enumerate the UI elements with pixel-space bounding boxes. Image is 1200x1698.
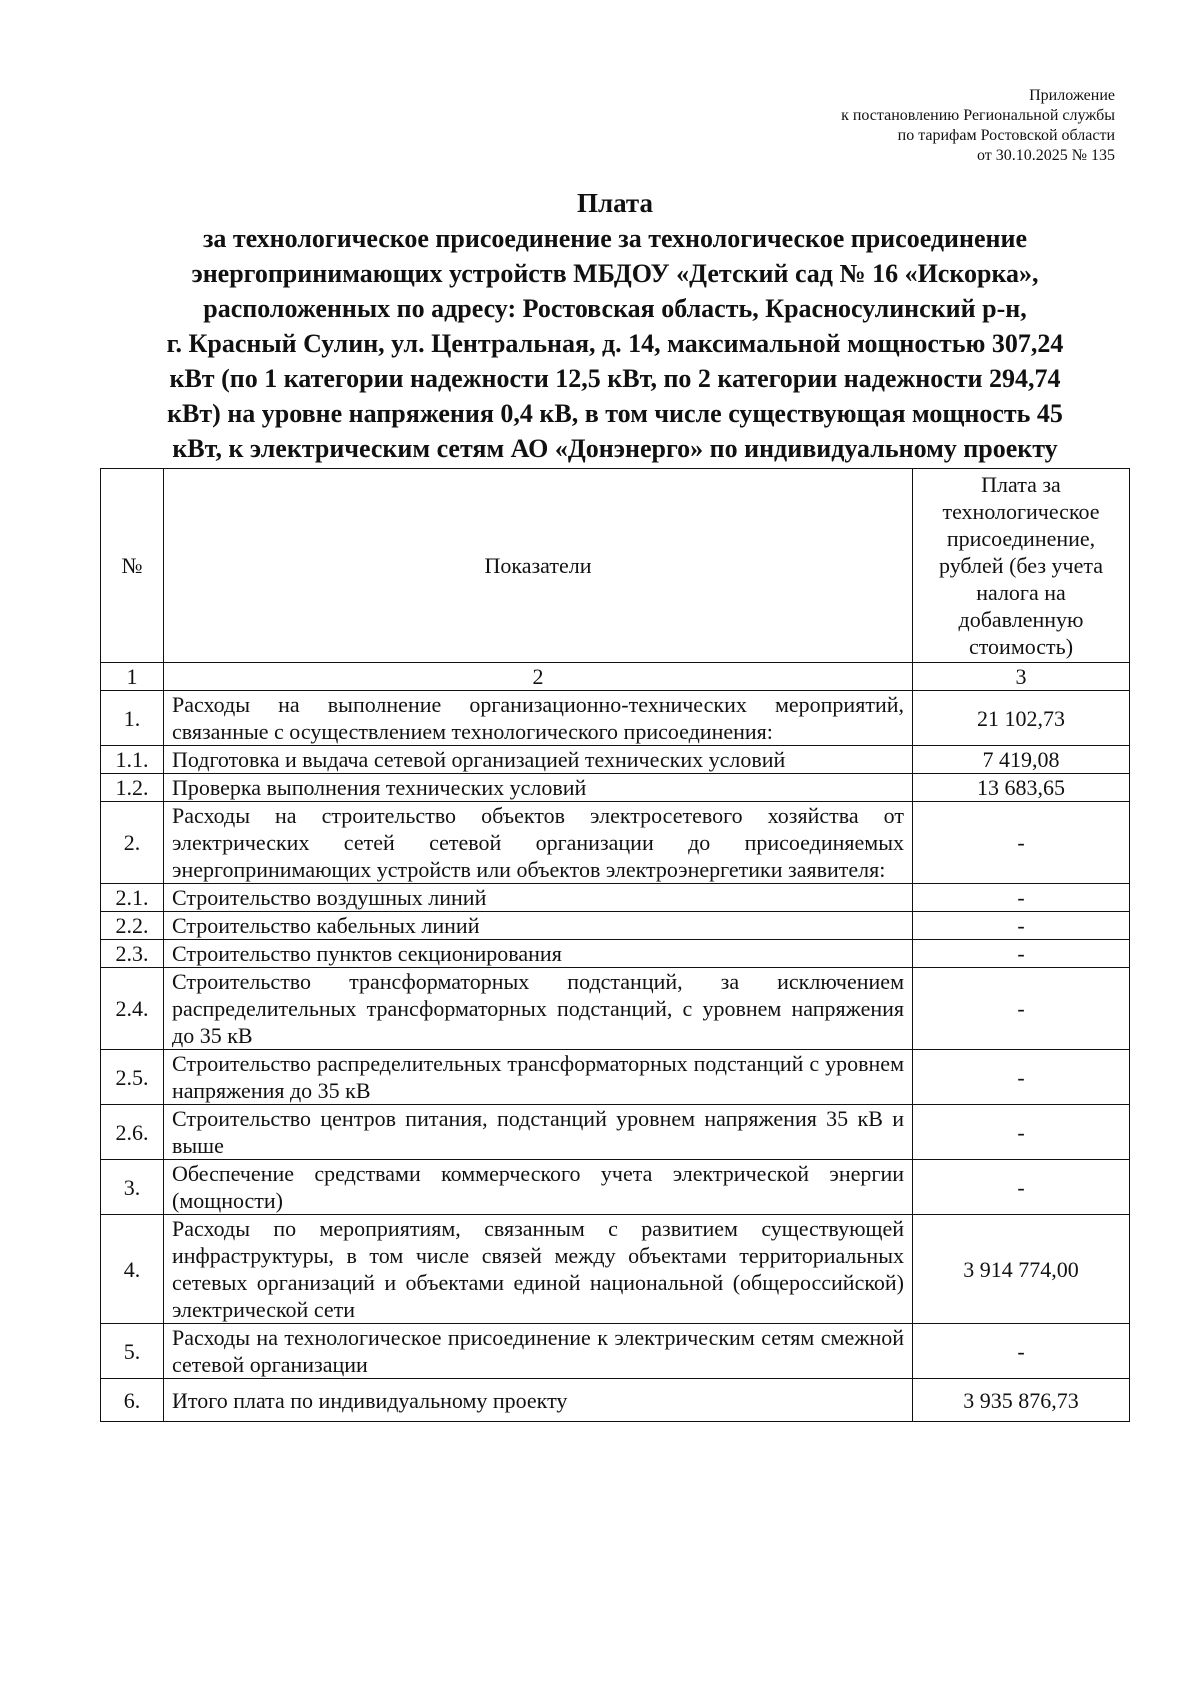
header-indicators: Показатели xyxy=(164,469,913,663)
column-index: 3 xyxy=(913,663,1130,691)
table-row xyxy=(101,884,1130,912)
row-number: 2.6. xyxy=(101,1105,164,1160)
row-indicator: Строительство воздушных линий xyxy=(164,884,913,912)
row-number: 1.2. xyxy=(101,774,164,802)
column-index: 1 xyxy=(101,663,164,691)
row-indicator: Расходы по мероприятиям, связанным с развитием существующей инфраструктуры, в том числе связей между объектами территориальных сетевых организаций и объектами единой национальной (общероссийской) электрической сети xyxy=(164,1215,913,1324)
table-row xyxy=(101,1324,1130,1379)
table-row-total xyxy=(101,1379,1130,1422)
row-indicator: Проверка выполнения технических условий xyxy=(164,774,913,802)
row-indicator: Расходы на технологическое присоединение к электрическим сетям смежной сетевой организации xyxy=(164,1324,913,1379)
row-number: 3. xyxy=(101,1160,164,1215)
table-row xyxy=(101,691,1130,746)
table-row xyxy=(101,746,1130,774)
table-row xyxy=(101,802,1130,884)
row-fee: - xyxy=(913,968,1130,1050)
row-fee: 7 419,08 xyxy=(913,746,1130,774)
header-fee: Плата за технологическое присоединение, рублей (без учета налога на добавленную стоимость) xyxy=(913,469,1130,663)
row-number: 6. xyxy=(101,1379,164,1422)
row-indicator: Строительство распределительных трансформаторных подстанций с уровнем напряжения до 35 кВ xyxy=(164,1050,913,1105)
row-indicator: Расходы на выполнение организационно-технических мероприятий, связанные с осуществлением технологического присоединения: xyxy=(164,691,913,746)
title-line: расположенных по адресу: Ростовская область, Красносулинский р-н, xyxy=(203,294,1027,323)
row-indicator: Строительство пунктов секционирования xyxy=(164,940,913,968)
row-number: 2.3. xyxy=(101,940,164,968)
title-main: Плата xyxy=(576,188,654,218)
row-indicator: Строительство центров питания, подстанций уровнем напряжения 35 кВ и выше xyxy=(164,1105,913,1160)
row-indicator: Строительство трансформаторных подстанций, за исключением распределительных трансформаторных подстанций, с уровнем напряжения до 35 кВ xyxy=(164,968,913,1050)
row-indicator: Итого плата по индивидуальному проекту xyxy=(164,1379,913,1422)
header-num: № xyxy=(101,469,164,663)
title-line: кВт (по 1 категории надежности 12,5 кВт, по 2 категории надежности 294,74 xyxy=(169,364,1061,393)
row-indicator: Расходы на строительство объектов электросетевого хозяйства от электрических сетей сетевой организации до присоединяемых энергопринимающих устройств или объектов электроэнергетики заявителя: xyxy=(164,802,913,884)
row-number: 2. xyxy=(101,802,164,884)
table-row xyxy=(101,1160,1130,1215)
row-fee: - xyxy=(913,1160,1130,1215)
document-title xyxy=(100,186,1130,466)
table-row xyxy=(101,774,1130,802)
column-index-row xyxy=(101,663,1130,691)
appendix-line: к постановлению Региональной службы xyxy=(841,107,1115,124)
row-number: 5. xyxy=(101,1324,164,1379)
row-number: 4. xyxy=(101,1215,164,1324)
title-line: кВт, к электрическим сетям АО «Донэнерго» по индивидуальному проекту xyxy=(172,434,1058,463)
appendix-line: Приложение xyxy=(1029,87,1115,104)
column-index: 2 xyxy=(164,663,913,691)
appendix-note xyxy=(841,86,1115,166)
row-number: 1. xyxy=(101,691,164,746)
row-fee: - xyxy=(913,802,1130,884)
row-fee: - xyxy=(913,884,1130,912)
appendix-line: по тарифам Ростовской области xyxy=(897,127,1115,144)
fee-table xyxy=(100,468,1130,1422)
row-fee: - xyxy=(913,940,1130,968)
title-line: энергопринимающих устройств МБДОУ «Детский сад № 16 «Искорка», xyxy=(191,259,1039,288)
row-fee: - xyxy=(913,1050,1130,1105)
title-line: за технологическое присоединение за технологическое присоединение xyxy=(202,224,1028,253)
table-row xyxy=(101,1215,1130,1324)
row-fee: - xyxy=(913,1105,1130,1160)
table-header-row xyxy=(101,469,1130,663)
row-indicator: Обеспечение средствами коммерческого учета электрической энергии (мощности) xyxy=(164,1160,913,1215)
row-fee: 3 935 876,73 xyxy=(913,1379,1130,1422)
table-row xyxy=(101,940,1130,968)
row-indicator: Строительство кабельных линий xyxy=(164,912,913,940)
row-number: 1.1. xyxy=(101,746,164,774)
table-row xyxy=(101,968,1130,1050)
row-number: 2.4. xyxy=(101,968,164,1050)
row-number: 2.1. xyxy=(101,884,164,912)
row-fee: - xyxy=(913,912,1130,940)
row-fee: 3 914 774,00 xyxy=(913,1215,1130,1324)
title-line: кВт) на уровне напряжения 0,4 кВ, в том числе существующая мощность 45 xyxy=(167,399,1063,428)
table-row xyxy=(101,912,1130,940)
title-line: г. Красный Сулин, ул. Центральная, д. 14, максимальной мощностью 307,24 xyxy=(166,329,1064,358)
row-number: 2.2. xyxy=(101,912,164,940)
row-number: 2.5. xyxy=(101,1050,164,1105)
row-indicator: Подготовка и выдача сетевой организацией технических условий xyxy=(164,746,913,774)
appendix-line: от 30.10.2025 № 135 xyxy=(976,147,1115,164)
table-row xyxy=(101,1105,1130,1160)
row-fee: 21 102,73 xyxy=(913,691,1130,746)
table-row xyxy=(101,1050,1130,1105)
row-fee: - xyxy=(913,1324,1130,1379)
row-fee: 13 683,65 xyxy=(913,774,1130,802)
